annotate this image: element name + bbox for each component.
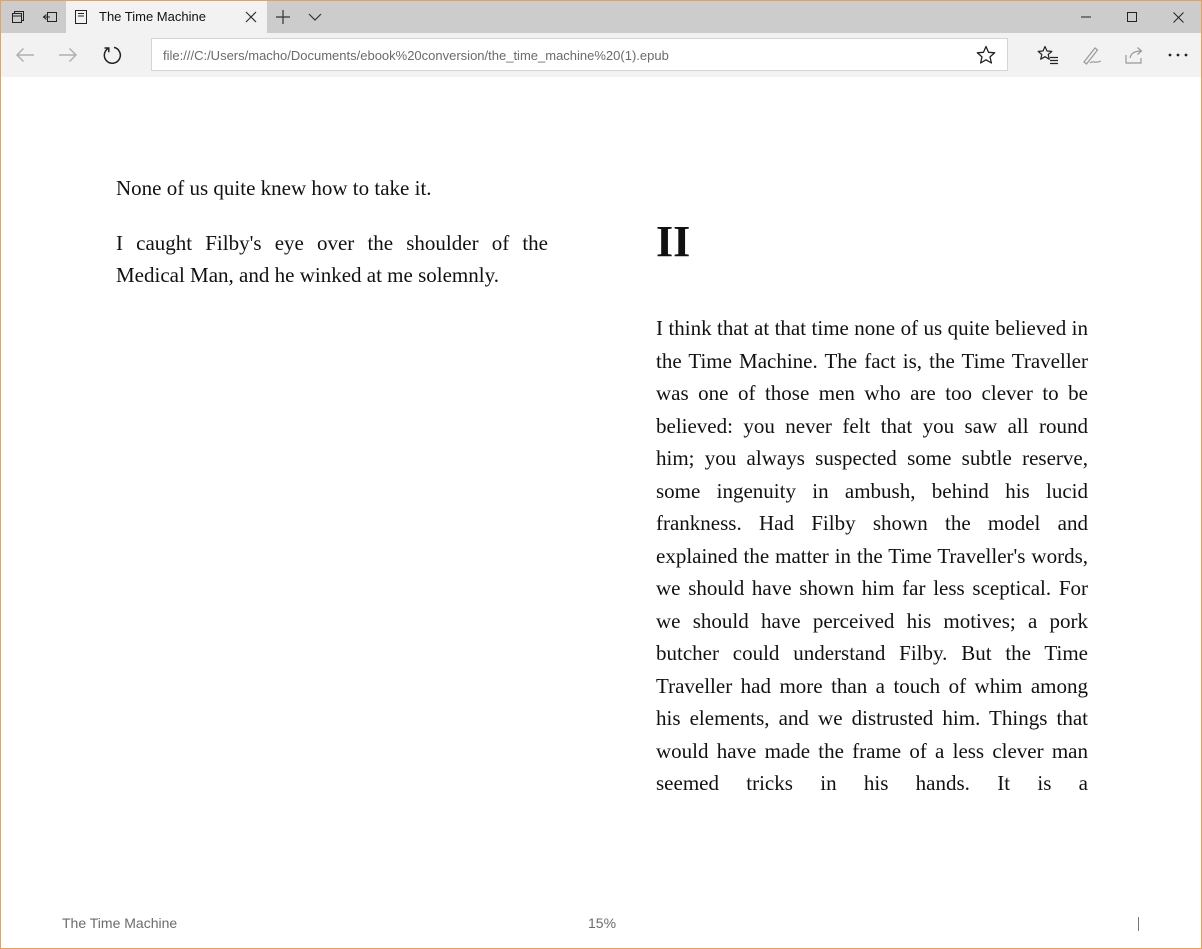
forward-arrow-icon[interactable] (46, 33, 90, 77)
share-icon[interactable] (1113, 33, 1157, 77)
tab-strip (1, 1, 1201, 33)
book-icon (74, 9, 88, 25)
tabs-aside-icon[interactable] (2, 1, 34, 33)
close-window-icon[interactable] (1155, 1, 1201, 33)
maximize-icon[interactable] (1109, 1, 1155, 33)
right-page (656, 217, 1088, 822)
reading-progress: 15% (588, 915, 617, 931)
navigation-bar (1, 33, 1201, 77)
chapter-heading: II (656, 217, 691, 266)
ebook-reader[interactable] (1, 77, 1201, 948)
close-tab-icon[interactable] (239, 1, 263, 33)
new-tab-icon[interactable] (267, 1, 299, 33)
active-tab[interactable] (66, 1, 267, 33)
pen-icon[interactable] (1070, 33, 1114, 77)
paragraph: I caught Filby's eye over the shoulder of the Medical Man, and he winked at me solemnly. (116, 230, 548, 287)
chevron-down-icon[interactable] (299, 1, 331, 33)
back-arrow-icon[interactable] (3, 33, 47, 77)
paragraph: None of us quite knew how to take it. (116, 176, 432, 200)
set-aside-tabs-icon[interactable] (34, 1, 66, 33)
star-icon[interactable] (973, 42, 999, 68)
address-input[interactable]: file:///C:/Users/macho/Documents/ebook%20conversion/the_time_machine%20(1).epub (163, 48, 669, 63)
paragraph: I think that at that time none of us quite believed in the Time Machine. The fact is, the Time Traveller was one of those men who are too clever to be believed: you never felt that you saw all round him; you always suspected some subtle reserve, some ingenuity in ambush, behind his lucid frankness. Had Filby shown the model and explained the matter in the Time Traveller's words, we should have shown him far less sceptical. For we should have perceived his motives; a pork butcher could understand Filby. But the Time Traveller had more than a touch of whim among his elements, and we distrusted him. Things that would have made the frame of a less clever man seemed tricks in his hands. It is a (656, 316, 1088, 795)
left-page (116, 172, 548, 314)
page-end-marker (1138, 917, 1139, 931)
tab-title: The Time Machine (99, 9, 206, 24)
refresh-icon[interactable] (90, 33, 134, 77)
address-bar[interactable] (151, 38, 1008, 71)
more-options-icon[interactable] (1156, 33, 1200, 77)
footer-book-title: The Time Machine (62, 915, 178, 931)
favorites-list-icon[interactable] (1026, 33, 1070, 77)
minimize-icon[interactable] (1063, 1, 1109, 33)
